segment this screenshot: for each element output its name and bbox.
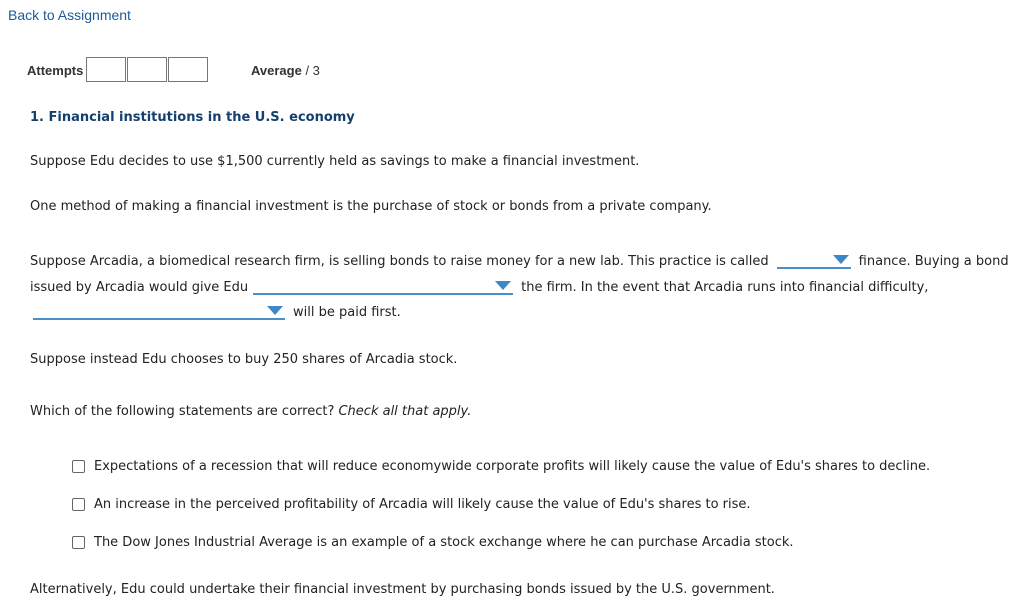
paragraph-shares: Suppose instead Edu chooses to buy 250 shares of Arcadia stock. [30, 352, 458, 367]
answer-option-2[interactable] [72, 485, 930, 523]
sentence-text-3: issued by Arcadia would give Edu [30, 280, 249, 295]
sentence-line-2 [30, 276, 928, 295]
average-score [251, 63, 320, 78]
paid-first-dropdown[interactable] [33, 301, 285, 320]
chevron-down-icon [833, 255, 849, 264]
sentence-text-2: finance. Buying a bond [858, 254, 1009, 269]
chevron-down-icon [267, 306, 283, 315]
attempt-box-1 [86, 57, 126, 82]
finance-type-dropdown[interactable] [777, 250, 851, 269]
sentence-line-3 [33, 301, 401, 320]
option-label-1: Expectations of a recession that will reduce economywide corporate profits will likely cause the value of Edu's shares to decline. [94, 458, 931, 474]
attempt-box-3 [168, 57, 208, 82]
option-label-2: An increase in the perceived profitability of Arcadia will likely cause the value of Edu's shares to rise. [94, 496, 751, 512]
checkbox-option-1[interactable] [72, 460, 85, 473]
attempts-label: Attempts [27, 63, 84, 78]
answer-options [72, 447, 930, 561]
sentence-line-1 [30, 250, 1009, 269]
checkbox-option-3[interactable] [72, 536, 85, 549]
sentence-text-1: Suppose Arcadia, a biomedical research firm, is selling bonds to raise money for a new lab. This practice is called [30, 254, 769, 269]
prompt-text: Which of the following statements are correct? [30, 404, 335, 419]
answer-option-1[interactable] [72, 447, 930, 485]
average-value: / 3 [305, 63, 320, 78]
sentence-text-4: the firm. In the event that Arcadia runs into financial difficulty, [521, 280, 929, 295]
question-title: 1. Financial institutions in the U.S. economy [30, 110, 355, 125]
sentence-text-5: will be paid first. [293, 305, 401, 320]
answer-option-3[interactable] [72, 523, 930, 561]
paragraph-savings: Suppose Edu decides to use $1,500 currently held as savings to make a financial investment. [30, 154, 640, 169]
attempt-box-2 [127, 57, 167, 82]
paragraph-government-bonds: Alternatively, Edu could undertake their financial investment by purchasing bonds issued by the U.S. government. [30, 582, 775, 597]
checkbox-option-2[interactable] [72, 498, 85, 511]
prompt-instruction: Check all that apply. [338, 404, 472, 419]
back-to-assignment-link[interactable]: Back to Assignment [8, 7, 131, 23]
ownership-dropdown[interactable] [253, 276, 513, 295]
option-label-3: The Dow Jones Industrial Average is an example of a stock exchange where he can purchase Arcadia stock. [94, 534, 794, 550]
paragraph-method: One method of making a financial investment is the purchase of stock or bonds from a private company. [30, 199, 712, 214]
chevron-down-icon [495, 281, 511, 290]
paragraph-prompt [30, 404, 471, 419]
attempt-boxes [86, 57, 209, 82]
average-label: Average [251, 63, 302, 78]
